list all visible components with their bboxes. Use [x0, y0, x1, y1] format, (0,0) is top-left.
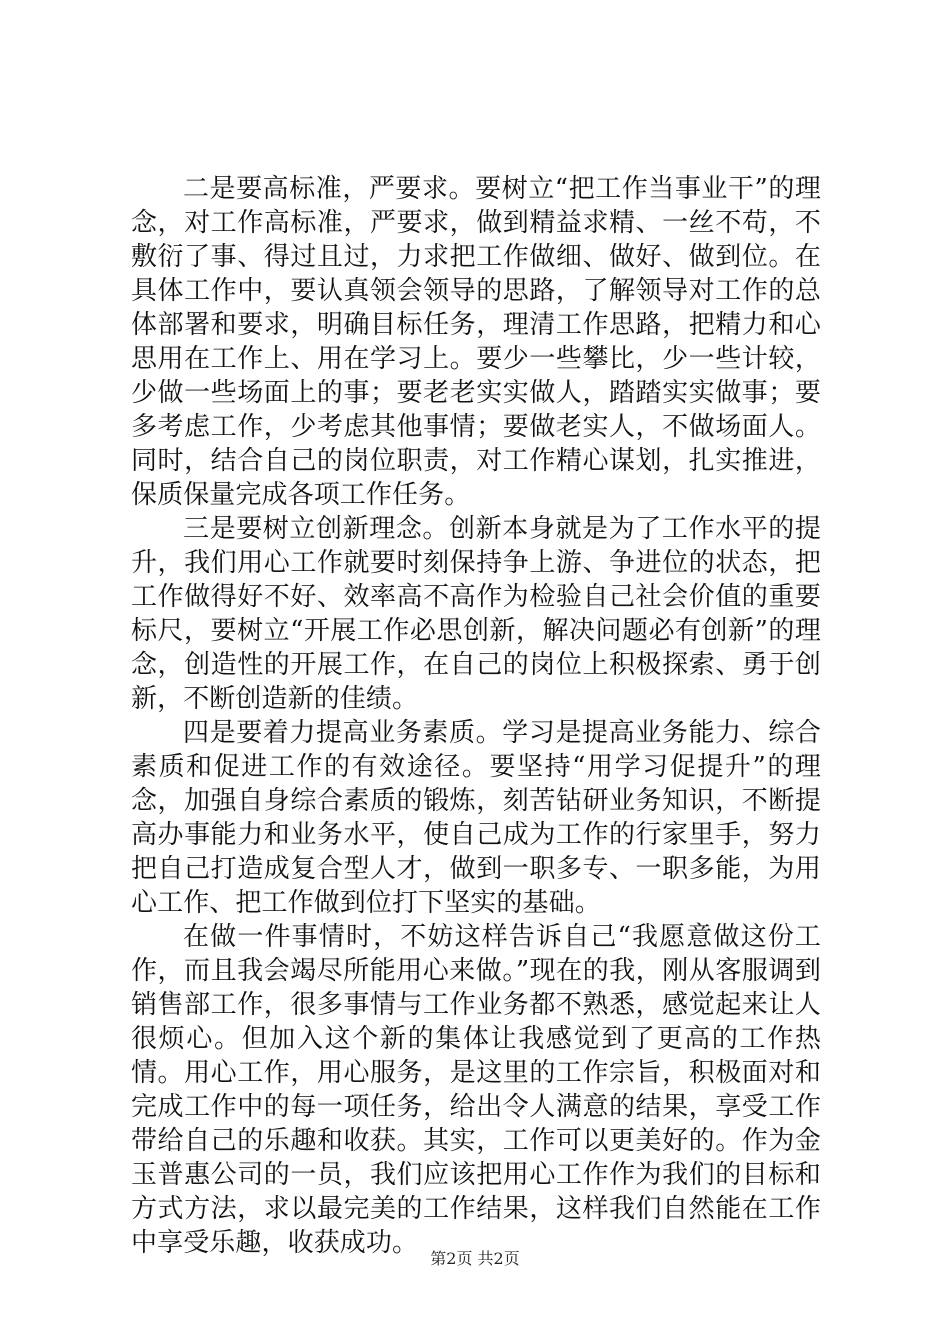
paragraph-business-quality: 四是要着力提高业务素质。学习是提高业务能力、综合素质和促进工作的有效途径。要坚持“用学习促提升”的理念，加强自身综合素质的锻炼，刻苦钻研业务知识，不断提高办事能力和业务水平，使自己成为工作的行家里手，努力把自己打造成复合型人才，做到一职多专、一职多能，为用心工作、把工作做到位打下坚实的基础。: [131, 718, 821, 918]
paragraph-innovation: 三是要树立创新理念。创新本身就是为了工作水平的提升，我们用心工作就要时刻保持争上游、争进位的状态，把工作做得好不好、效率高不高作为检验自己社会价值的重要标尺，要树立“开展工作必思创新，解决问题必有创新”的理念，创造性的开展工作，在自己的岗位上积极探索、勇于创新，不断创造新的佳绩。: [131, 514, 821, 714]
body-text: [131, 172, 821, 1260]
paragraph-high-standards: 二是要高标准，严要求。要树立“把工作当事业干”的理念，对工作高标准，严要求，做到精益求精、一丝不苟，不敷衍了事、得过且过，力求把工作做细、做好、做到位。在具体工作中，要认真领会领导的思路，了解领导对工作的总体部署和要求，明确目标任务，理清工作思路，把精力和心思用在工作上、用在学习上。要少一些攀比，少一些计较，少做一些场面上的事；要老老实实做人，踏踏实实做事；要多考虑工作，少考虑其他事情；要做老实人，不做场面人。同时，结合自己的岗位职责，对工作精心谋划，扎实推进，保质保量完成各项工作任务。: [131, 174, 821, 510]
paragraph-conclusion: 在做一件事情时，不妨这样告诉自己“我愿意做这份工作，而且我会竭尽所能用心来做。”现在的我，刚从客服调到销售部工作，很多事情与工作业务都不熟悉，感觉起来让人很烦心。但加入这个新的集体让我感觉到了更高的工作热情。用心工作，用心服务，是这里的工作宗旨，积极面对和完成工作中的每一项任务，给出令人满意的结果，享受工作带给自己的乐趣和收获。其实，工作可以更美好的。作为金玉普惠公司的一员，我们应该把用心工作作为我们的目标和方式方法，求以最完美的工作结果，这样我们自然能在工作中享受乐趣，收获成功。: [131, 922, 821, 1258]
page-footer: 第2页 共2页: [430, 1249, 520, 1268]
